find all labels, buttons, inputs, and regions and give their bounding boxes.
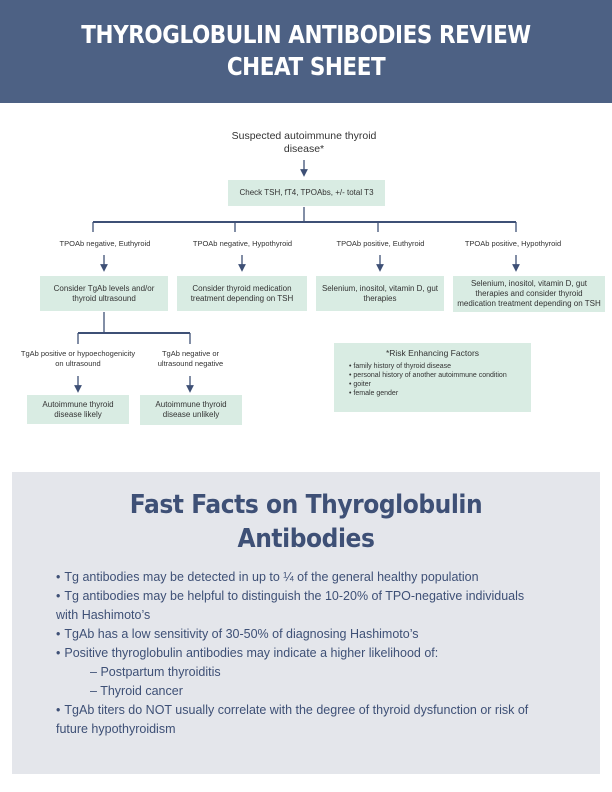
fast-facts-list <box>56 568 556 739</box>
fact-item <box>56 568 556 587</box>
risk-factor-item: • goiter <box>349 380 523 389</box>
fact-text: Tg antibodies may be detected in up to ¼ of the general healthy population <box>64 570 479 584</box>
risk-factors-title: *Risk Enhancing Factors <box>385 348 480 358</box>
fact-sub-text: Thyroid cancer <box>100 684 183 698</box>
action-box-1: Consider TgAb levels and/or thyroid ultrasound <box>40 276 168 311</box>
bullet-marker: • <box>56 589 61 603</box>
risk-factors-list <box>342 362 523 398</box>
fact-sub-item <box>56 682 556 701</box>
risk-factor-item: • family history of thyroid disease <box>349 362 523 371</box>
branch-label-4: TPOAb positive, Hypothyroid <box>464 239 562 248</box>
bullet-marker: • <box>56 627 61 641</box>
fact-item <box>56 625 556 644</box>
risk-factors-box <box>334 343 531 412</box>
fact-text: Tg antibodies may be helpful to distinguish the 10-20% of TPO-negative individuals <box>64 589 525 603</box>
bullet-marker: • <box>56 703 61 717</box>
fact-text: TgAb titers do NOT usually correlate with the degree of thyroid dysfunction or risk of <box>64 703 529 717</box>
fact-text: TgAb has a low sensitivity of 30-50% of diagnosing Hashimoto’s <box>64 627 419 641</box>
result-box-unlikely: Autoimmune thyroid disease unlikely <box>140 395 242 425</box>
fact-sub-item <box>56 663 556 682</box>
fact-continuation: with Hashimoto’s <box>56 608 151 622</box>
branch-label-3: TPOAb positive, Euthyroid <box>336 239 425 248</box>
fast-facts-panel <box>12 472 600 774</box>
initial-tests-box: Check TSH, fT4, TPOAbs, +/- total T3 <box>228 180 385 206</box>
risk-factor-item: • personal history of another autoimmune condition <box>349 371 523 380</box>
bullet-marker: • <box>56 646 61 660</box>
flowchart-start-text: Suspected autoimmune thyroid disease* <box>231 130 377 155</box>
fast-facts-title: Fast Facts on Thyroglobulin Antibodies <box>129 490 483 554</box>
sub-branch-label-2: TgAb negative or ultrasound negative <box>157 349 224 368</box>
bullet-marker: • <box>56 570 61 584</box>
sub-branch-label-1: TgAb positive or hypoechogenicity on ultrasound <box>20 349 136 368</box>
fact-item <box>56 701 556 720</box>
branch-label-2: TPOAb negative, Hypothyroid <box>192 239 293 248</box>
page-title-line-2: CHEAT SHEET <box>226 52 386 81</box>
action-box-2: Consider thyroid medication treatment depending on TSH <box>177 276 307 311</box>
action-box-4: Selenium, inositol, vitamin D, gut therapies and consider thyroid medication treatment depending on TSH <box>453 276 605 312</box>
fact-continuation: future hypothyroidism <box>56 722 176 736</box>
result-box-likely: Autoimmune thyroid disease likely <box>27 395 129 424</box>
page-title-line-1: THYROGLOBULIN ANTIBODIES REVIEW <box>81 20 531 49</box>
fact-text: Positive thyroglobulin antibodies may indicate a higher likelihood of: <box>64 646 439 660</box>
fact-item <box>56 644 556 663</box>
branch-label-1: TPOAb negative, Euthyroid <box>59 239 151 248</box>
risk-factor-item: • female gender <box>349 389 523 398</box>
fact-sub-text: Postpartum thyroiditis <box>100 665 221 679</box>
dash-marker: – <box>90 665 97 679</box>
dash-marker: – <box>90 684 97 698</box>
action-box-3: Selenium, inositol, vitamin D, gut therapies <box>316 276 444 311</box>
fact-item <box>56 587 556 606</box>
